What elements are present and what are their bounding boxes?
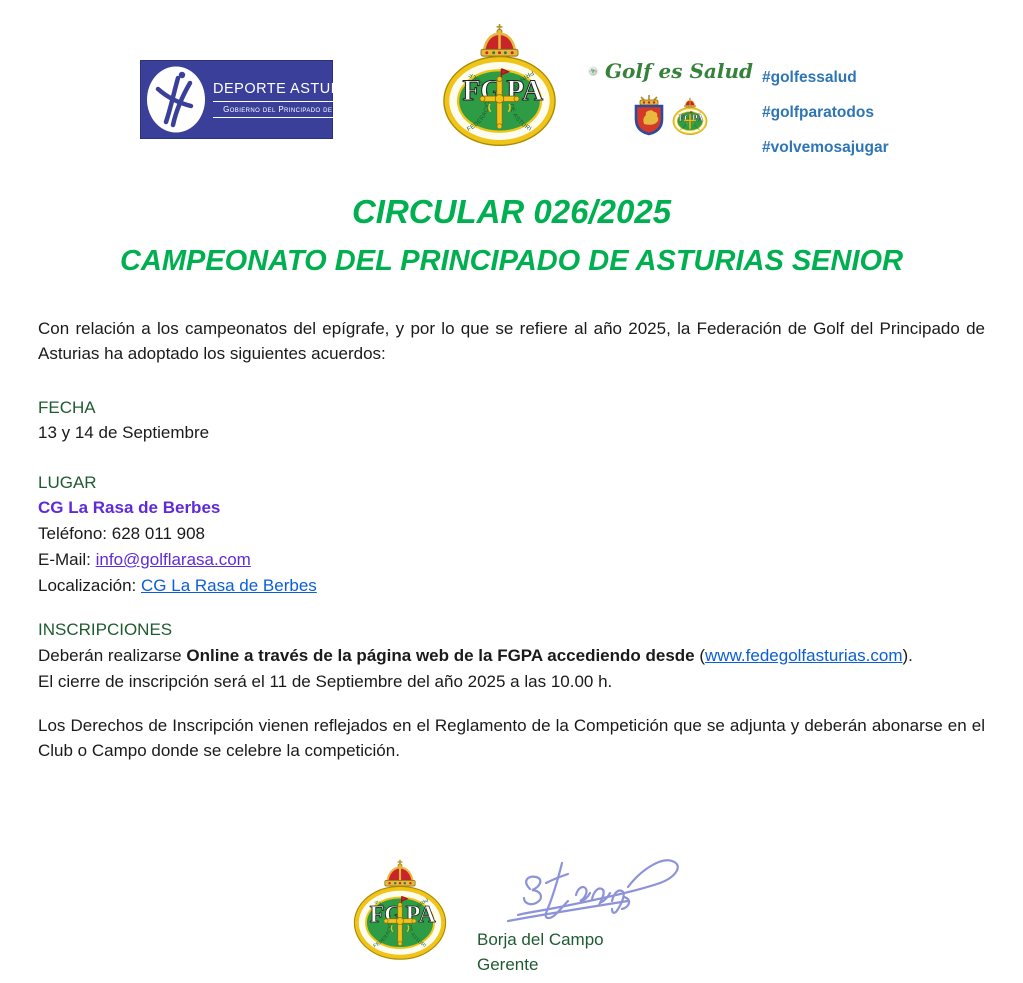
deporte-logo-title: DEPORTE ASTURIANO [213,81,380,97]
rfeg-crest-icon [632,94,666,136]
fgpa-mini-crest-icon [672,96,708,136]
inscripciones-prefix: Deberán realizarse [38,646,187,665]
hashtag-golfparatodos: #golfparatodos [762,104,874,121]
email-line [38,547,985,572]
signer-name: Borja del Campo [477,930,604,949]
divider [213,117,379,118]
hashtag-golfessalud: #golfessalud [762,69,857,86]
telefono-label: Teléfono: [38,524,112,543]
championship-title: CAMPEONATO DEL PRINCIPADO DE ASTURIAS SENIOR [119,245,904,277]
fgpa-crest-logo [441,22,558,147]
paren-open: ( [694,646,706,665]
deporte-logo-subtitle: Gobierno del Principado de Asturias [223,105,370,114]
deporte-asturiano-athlete-icon [145,65,207,134]
federation-website-link[interactable]: www.fedegolfasturias.com [705,646,903,665]
hashtag-volvemosajugar: #volvemosajugar [762,139,889,156]
divider [213,101,379,102]
signature-icon [500,843,690,928]
telefono-value: 628 011 908 [111,524,206,543]
lugar-heading: LUGAR [38,473,97,492]
club-name: CG La Rasa de Berbes [38,498,221,517]
inscripciones-line2: El cierre de inscripción será el 11 de Septiembre del año 2025 a las 10.00 h. [38,672,613,691]
golf-ball-ekg-icon [588,52,598,90]
localizacion-link[interactable]: CG La Rasa de Berbes [141,576,317,595]
inscripciones-heading: INSCRIPCIONES [38,620,173,639]
golf-es-salud-logo [588,52,753,136]
deporte-asturiano-logo [140,60,380,139]
fecha-heading: FECHA [38,398,96,417]
email-label: E-Mail: [38,550,96,569]
telefono-line [38,521,985,546]
fecha-value: 13 y 14 de Septiembre [38,423,210,442]
golf-es-salud-label: Golf es Salud [604,59,753,83]
inscripciones-line1 [38,643,985,668]
intro-paragraph: Con relación a los campeonatos del epígrafe, y por lo que se refiere al año 2025, la Federación de Golf del Principado de Asturias ha adoptado los siguientes acuerdos: [38,319,985,363]
signer-role: Gerente [477,955,539,974]
circular-title: CIRCULAR 026/2025 [351,193,672,230]
derechos-paragraph: Los Derechos de Inscripción vienen reflejados en el Reglamento de la Competición que se adjunta y deberán abonarse en el Club o Campo donde se celebre la competición. [38,716,985,760]
localizacion-line [38,573,985,598]
inscripciones-bold: Online a través de la página web de la FGPA accediendo desde [186,646,695,665]
localizacion-label: Localización: [38,576,142,595]
hashtag-list [762,60,889,165]
fgpa-footer-crest-logo [352,858,448,960]
paren-close: ). [902,646,913,665]
email-link[interactable]: info@golflarasa.com [95,550,251,569]
